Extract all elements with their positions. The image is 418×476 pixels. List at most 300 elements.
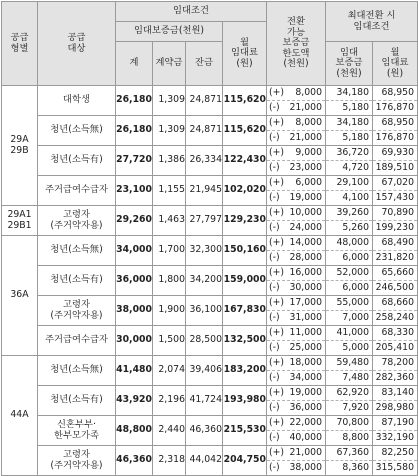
rental-conditions-table bbox=[1, 1, 418, 476]
max-deposit-cell-minus bbox=[326, 400, 372, 415]
sign-plus: (+) bbox=[269, 326, 285, 338]
conversion-limit-cell-plus-value: 8,000 bbox=[295, 116, 322, 128]
max-rent-cell-plus bbox=[373, 386, 417, 400]
max-deposit-cell-plus-value: 52,000 bbox=[336, 266, 369, 278]
conversion-limit-cell-plus-value: 17,000 bbox=[289, 296, 322, 308]
max-rent-cell-minus bbox=[373, 310, 417, 325]
max-deposit-cell bbox=[326, 206, 373, 236]
header-max-conversion-label: 최대전환 시 임대조건 bbox=[347, 10, 396, 32]
max-rent-cell-minus bbox=[373, 280, 417, 295]
sign-minus: (-) bbox=[269, 191, 280, 203]
sign-plus: (+) bbox=[269, 266, 285, 278]
supply-target-cell bbox=[38, 446, 116, 476]
supply-type-label: 29A 29B bbox=[10, 134, 29, 156]
supply-target-label: 청년(소득有) bbox=[50, 394, 103, 406]
conversion-limit-cell bbox=[267, 356, 326, 386]
max-deposit-cell-minus bbox=[326, 250, 372, 265]
supply-target-label: 대학생 bbox=[63, 94, 90, 106]
max-rent-cell-plus bbox=[373, 86, 417, 100]
deposit-total-cell: 48,800 bbox=[116, 416, 153, 446]
max-deposit-cell-plus bbox=[326, 116, 372, 130]
monthly-rent-cell: 102,020 bbox=[223, 176, 267, 206]
deposit-contract-cell: 2,074 bbox=[153, 356, 186, 386]
header-monthly-rent-label: 월 임대료 (원) bbox=[231, 36, 258, 69]
table-row bbox=[2, 356, 418, 386]
max-rent-cell-minus bbox=[373, 340, 417, 355]
max-rent-cell-plus-value: 69,930 bbox=[381, 146, 415, 158]
max-deposit-cell bbox=[326, 326, 373, 356]
max-deposit-cell-plus bbox=[326, 386, 372, 400]
conversion-limit-cell-minus bbox=[267, 100, 325, 115]
max-deposit-cell-plus-value: 70,800 bbox=[336, 416, 369, 428]
max-deposit-cell-plus bbox=[326, 86, 372, 100]
max-deposit-cell bbox=[326, 116, 373, 146]
conversion-limit-cell bbox=[267, 236, 326, 266]
max-rent-cell-plus bbox=[373, 146, 417, 160]
deposit-total-cell: 27,720 bbox=[116, 146, 153, 176]
max-deposit-cell-plus-value: 67,360 bbox=[336, 446, 369, 458]
deposit-balance-cell: 28,500 bbox=[186, 326, 223, 356]
max-deposit-cell bbox=[326, 176, 373, 206]
conversion-limit-cell-minus bbox=[267, 430, 325, 445]
supply-target-cell bbox=[38, 266, 116, 296]
max-deposit-cell-plus bbox=[326, 356, 372, 370]
deposit-contract-cell: 1,309 bbox=[153, 116, 186, 146]
conversion-limit-cell-minus bbox=[267, 310, 325, 325]
conversion-limit-cell-plus bbox=[267, 266, 325, 280]
header-conversion-limit-label: 전환 가능 보증금 한도액 (천원) bbox=[282, 16, 310, 70]
max-rent-cell-plus-value: 65,660 bbox=[381, 266, 415, 278]
conversion-limit-cell-minus bbox=[267, 370, 325, 385]
conversion-limit-cell-minus bbox=[267, 160, 325, 175]
supply-target-cell bbox=[38, 146, 116, 176]
header-max-conversion bbox=[326, 2, 418, 42]
deposit-total-cell: 30,000 bbox=[116, 326, 153, 356]
conversion-limit-cell-plus bbox=[267, 356, 325, 370]
deposit-total-cell: 34,000 bbox=[116, 236, 153, 266]
supply-target-label: 청년(소득無) bbox=[50, 364, 103, 376]
deposit-contract-cell: 1,463 bbox=[153, 206, 186, 236]
conversion-limit-cell-minus bbox=[267, 400, 325, 415]
header-supply-type bbox=[2, 2, 38, 86]
max-rent-cell-minus-value: 231,820 bbox=[375, 251, 415, 263]
supply-target-cell bbox=[38, 296, 116, 326]
conversion-limit-cell-plus bbox=[267, 116, 325, 130]
max-deposit-cell-plus bbox=[326, 326, 372, 340]
conversion-limit-cell bbox=[267, 176, 326, 206]
max-deposit-cell-minus-value: 7,000 bbox=[342, 311, 369, 323]
max-rent-cell-plus-value: 67,020 bbox=[381, 176, 415, 188]
supply-type-cell bbox=[2, 356, 38, 476]
max-rent-cell-minus-value: 176,870 bbox=[375, 131, 415, 143]
conversion-limit-cell-plus-value: 22,000 bbox=[289, 416, 322, 428]
max-rent-cell bbox=[373, 176, 418, 206]
deposit-balance-cell: 36,100 bbox=[186, 296, 223, 326]
max-rent-cell-minus-value: 189,510 bbox=[375, 161, 415, 173]
max-deposit-cell-minus bbox=[326, 310, 372, 325]
header-supply-target-label: 공급 대상 bbox=[67, 32, 86, 54]
deposit-total-cell: 46,360 bbox=[116, 446, 153, 476]
header-rent-conditions: 임대조건 bbox=[116, 2, 267, 22]
max-rent-cell-plus-value: 78,200 bbox=[381, 356, 415, 368]
deposit-balance-cell: 32,300 bbox=[186, 236, 223, 266]
deposit-contract-cell: 1,309 bbox=[153, 86, 186, 116]
max-deposit-cell-plus bbox=[326, 146, 372, 160]
header-contract: 계약금 bbox=[153, 42, 186, 86]
supply-target-cell bbox=[38, 116, 116, 146]
max-rent-cell-minus bbox=[373, 250, 417, 265]
conversion-limit-cell-plus bbox=[267, 446, 325, 460]
conversion-limit-cell bbox=[267, 446, 326, 476]
deposit-total-cell: 29,260 bbox=[116, 206, 153, 236]
max-deposit-cell-plus bbox=[326, 416, 372, 430]
conversion-limit-cell-plus bbox=[267, 236, 325, 250]
supply-type-cell bbox=[2, 236, 38, 356]
supply-target-label: 청년(소득無) bbox=[50, 244, 103, 256]
conversion-limit-cell-minus-value: 19,000 bbox=[289, 191, 322, 203]
sign-minus: (-) bbox=[269, 161, 280, 173]
max-deposit-cell-minus-value: 4,720 bbox=[342, 161, 369, 173]
max-deposit-cell-minus bbox=[326, 100, 372, 115]
max-deposit-cell-minus bbox=[326, 220, 372, 235]
max-rent-cell bbox=[373, 236, 418, 266]
header-max-rent-label: 월 임대료 (원) bbox=[381, 46, 409, 79]
max-deposit-cell-minus bbox=[326, 370, 372, 385]
max-deposit-cell-minus-value: 5,180 bbox=[342, 101, 369, 113]
conversion-limit-cell bbox=[267, 296, 326, 326]
deposit-total-cell: 38,000 bbox=[116, 296, 153, 326]
conversion-limit-cell-minus-value: 24,000 bbox=[289, 221, 322, 233]
conversion-limit-cell bbox=[267, 266, 326, 296]
max-rent-cell-minus bbox=[373, 130, 417, 145]
conversion-limit-cell-plus bbox=[267, 176, 325, 190]
sign-minus: (-) bbox=[269, 281, 280, 293]
sign-plus: (+) bbox=[269, 146, 285, 158]
max-deposit-cell-plus-value: 34,180 bbox=[336, 86, 369, 98]
monthly-rent-cell: 183,200 bbox=[223, 356, 267, 386]
max-deposit-cell-minus bbox=[326, 430, 372, 445]
supply-type-label: 29A1 29B1 bbox=[7, 209, 32, 231]
conversion-limit-cell-plus-value: 19,000 bbox=[289, 386, 322, 398]
conversion-limit-cell-minus-value: 30,000 bbox=[289, 281, 322, 293]
conversion-limit-cell-minus bbox=[267, 190, 325, 205]
conversion-limit-cell-minus bbox=[267, 220, 325, 235]
max-deposit-cell bbox=[326, 296, 373, 326]
deposit-contract-cell: 2,440 bbox=[153, 416, 186, 446]
max-deposit-cell-minus bbox=[326, 280, 372, 295]
conversion-limit-cell-plus-value: 11,000 bbox=[289, 326, 322, 338]
conversion-limit-cell-plus bbox=[267, 386, 325, 400]
max-deposit-cell-plus bbox=[326, 236, 372, 250]
max-deposit-cell bbox=[326, 416, 373, 446]
max-rent-cell-minus-value: 298,980 bbox=[375, 401, 415, 413]
max-rent-cell-minus bbox=[373, 220, 417, 235]
conversion-limit-cell-plus bbox=[267, 326, 325, 340]
sign-plus: (+) bbox=[269, 206, 285, 218]
conversion-limit-cell-plus-value: 18,000 bbox=[289, 356, 322, 368]
sign-minus: (-) bbox=[269, 431, 280, 443]
max-deposit-cell-plus bbox=[326, 296, 372, 310]
max-rent-cell-plus-value: 68,490 bbox=[381, 236, 415, 248]
deposit-balance-cell: 26,334 bbox=[186, 146, 223, 176]
deposit-contract-cell: 1,386 bbox=[153, 146, 186, 176]
header-supply-target bbox=[38, 2, 116, 86]
max-rent-cell-minus-value: 157,430 bbox=[375, 191, 415, 203]
conversion-limit-cell-plus-value: 16,000 bbox=[289, 266, 322, 278]
sign-minus: (-) bbox=[269, 311, 280, 323]
header-max-deposit bbox=[326, 42, 373, 86]
conversion-limit-cell bbox=[267, 146, 326, 176]
max-deposit-cell-plus-value: 62,920 bbox=[336, 386, 369, 398]
max-rent-cell bbox=[373, 386, 418, 416]
header-conversion-limit bbox=[267, 2, 326, 86]
max-rent-cell bbox=[373, 446, 418, 476]
max-deposit-cell-plus-value: 36,720 bbox=[336, 146, 369, 158]
deposit-contract-cell: 1,155 bbox=[153, 176, 186, 206]
rental-conditions-table-container bbox=[1, 1, 417, 473]
supply-target-cell bbox=[38, 236, 116, 266]
supply-type-cell bbox=[2, 86, 38, 206]
max-rent-cell-minus-value: 176,870 bbox=[375, 101, 415, 113]
supply-target-cell bbox=[38, 326, 116, 356]
monthly-rent-cell: 122,430 bbox=[223, 146, 267, 176]
monthly-rent-cell: 193,980 bbox=[223, 386, 267, 416]
table-body bbox=[2, 86, 418, 476]
conversion-limit-cell bbox=[267, 326, 326, 356]
conversion-limit-cell-plus bbox=[267, 206, 325, 220]
table-row bbox=[2, 86, 418, 116]
max-deposit-cell-minus-value: 6,000 bbox=[342, 251, 369, 263]
max-rent-cell-plus bbox=[373, 446, 417, 460]
monthly-rent-cell: 215,530 bbox=[223, 416, 267, 446]
deposit-contract-cell: 1,700 bbox=[153, 236, 186, 266]
max-deposit-cell bbox=[326, 236, 373, 266]
max-deposit-cell-minus bbox=[326, 160, 372, 175]
supply-target-label: 고령자 (주거약자용) bbox=[50, 209, 103, 231]
conversion-limit-cell-minus-value: 36,000 bbox=[289, 401, 322, 413]
supply-target-cell bbox=[38, 356, 116, 386]
deposit-total-cell: 26,180 bbox=[116, 86, 153, 116]
conversion-limit-cell-minus-value: 31,000 bbox=[289, 311, 322, 323]
sign-minus: (-) bbox=[269, 341, 280, 353]
conversion-limit-cell-plus bbox=[267, 416, 325, 430]
supply-target-label: 청년(소득無) bbox=[50, 124, 103, 136]
conversion-limit-cell-minus bbox=[267, 130, 325, 145]
conversion-limit-cell-minus bbox=[267, 340, 325, 355]
conversion-limit-cell-plus-value: 9,000 bbox=[295, 146, 322, 158]
conversion-limit-cell-plus-value: 8,000 bbox=[295, 86, 322, 98]
conversion-limit-cell bbox=[267, 206, 326, 236]
sign-plus: (+) bbox=[269, 296, 285, 308]
max-rent-cell bbox=[373, 146, 418, 176]
supply-target-cell bbox=[38, 206, 116, 236]
conversion-limit-cell-minus-value: 21,000 bbox=[289, 131, 322, 143]
header-balance: 잔금 bbox=[186, 42, 223, 86]
deposit-contract-cell: 1,800 bbox=[153, 266, 186, 296]
table-row bbox=[2, 146, 418, 176]
deposit-total-cell: 36,000 bbox=[116, 266, 153, 296]
max-rent-cell-minus bbox=[373, 430, 417, 445]
max-deposit-cell-minus bbox=[326, 190, 372, 205]
max-deposit-cell-minus-value: 7,480 bbox=[342, 371, 369, 383]
max-rent-cell bbox=[373, 326, 418, 356]
conversion-limit-cell-plus-value: 10,000 bbox=[289, 206, 322, 218]
max-deposit-cell bbox=[326, 146, 373, 176]
deposit-total-cell: 26,180 bbox=[116, 116, 153, 146]
conversion-limit-cell-plus-value: 6,000 bbox=[295, 176, 322, 188]
max-rent-cell-minus-value: 246,500 bbox=[375, 281, 415, 293]
conversion-limit-cell-plus-value: 21,000 bbox=[289, 446, 322, 458]
supply-target-label: 주거급여수급자 bbox=[45, 184, 108, 196]
max-rent-cell-plus-value: 70,890 bbox=[381, 206, 415, 218]
conversion-limit-cell bbox=[267, 116, 326, 146]
max-rent-cell-minus bbox=[373, 160, 417, 175]
conversion-limit-cell-minus-value: 40,000 bbox=[289, 431, 322, 443]
max-deposit-cell-minus-value: 5,260 bbox=[342, 221, 369, 233]
max-rent-cell bbox=[373, 296, 418, 326]
conversion-limit-cell bbox=[267, 416, 326, 446]
max-rent-cell-plus bbox=[373, 116, 417, 130]
max-rent-cell-plus-value: 87,190 bbox=[381, 416, 415, 428]
table-row bbox=[2, 296, 418, 326]
max-deposit-cell-plus-value: 41,000 bbox=[336, 326, 369, 338]
monthly-rent-cell: 132,500 bbox=[223, 326, 267, 356]
max-rent-cell bbox=[373, 266, 418, 296]
max-rent-cell-plus bbox=[373, 326, 417, 340]
max-rent-cell-plus-value: 68,660 bbox=[381, 296, 415, 308]
max-deposit-cell-minus-value: 5,000 bbox=[342, 341, 369, 353]
deposit-balance-cell: 39,406 bbox=[186, 356, 223, 386]
deposit-balance-cell: 24,871 bbox=[186, 86, 223, 116]
max-deposit-cell bbox=[326, 446, 373, 476]
sign-plus: (+) bbox=[269, 356, 285, 368]
conversion-limit-cell-plus bbox=[267, 296, 325, 310]
max-rent-cell bbox=[373, 356, 418, 386]
sign-plus: (+) bbox=[269, 176, 285, 188]
supply-target-label: 신혼부부· 한부모가족 bbox=[54, 419, 99, 441]
supply-type-cell bbox=[2, 206, 38, 236]
max-deposit-cell-plus-value: 29,100 bbox=[336, 176, 369, 188]
supply-target-label: 청년(소득有) bbox=[50, 274, 103, 286]
conversion-limit-cell-minus bbox=[267, 280, 325, 295]
supply-target-label: 청년(소득有) bbox=[50, 154, 103, 166]
header-supply-type-label: 공급 형별 bbox=[10, 32, 29, 54]
table-row bbox=[2, 326, 418, 356]
conversion-limit-cell-minus-value: 25,000 bbox=[289, 341, 322, 353]
conversion-limit-cell-plus-value: 14,000 bbox=[289, 236, 322, 248]
max-deposit-cell-minus-value: 6,000 bbox=[342, 281, 369, 293]
sign-minus: (-) bbox=[269, 221, 280, 233]
max-rent-cell-plus bbox=[373, 296, 417, 310]
monthly-rent-cell: 115,620 bbox=[223, 116, 267, 146]
supply-target-label: 고령자 (주거약자용) bbox=[50, 299, 103, 321]
monthly-rent-cell: 204,750 bbox=[223, 446, 267, 476]
conversion-limit-cell-minus-value: 38,000 bbox=[289, 461, 322, 473]
conversion-limit-cell bbox=[267, 86, 326, 116]
conversion-limit-cell-minus-value: 28,000 bbox=[289, 251, 322, 263]
header-max-rent bbox=[373, 42, 418, 86]
supply-target-label: 주거급여수급자 bbox=[45, 334, 108, 346]
max-deposit-cell-plus-value: 59,480 bbox=[336, 356, 369, 368]
max-rent-cell-plus bbox=[373, 356, 417, 370]
max-rent-cell-plus-value: 68,330 bbox=[381, 326, 415, 338]
max-rent-cell-plus-value: 82,250 bbox=[381, 446, 415, 458]
conversion-limit-cell-plus bbox=[267, 86, 325, 100]
max-rent-cell-minus bbox=[373, 400, 417, 415]
max-deposit-cell-minus-value: 8,360 bbox=[342, 461, 369, 473]
sign-plus: (+) bbox=[269, 116, 285, 128]
max-rent-cell-plus bbox=[373, 176, 417, 190]
monthly-rent-cell: 129,230 bbox=[223, 206, 267, 236]
table-row bbox=[2, 206, 418, 236]
monthly-rent-cell: 159,000 bbox=[223, 266, 267, 296]
deposit-balance-cell: 44,042 bbox=[186, 446, 223, 476]
header-monthly-rent bbox=[223, 22, 267, 86]
sign-minus: (-) bbox=[269, 401, 280, 413]
sign-plus: (+) bbox=[269, 446, 285, 458]
deposit-contract-cell: 1,900 bbox=[153, 296, 186, 326]
sign-minus: (-) bbox=[269, 461, 280, 473]
sign-plus: (+) bbox=[269, 236, 285, 248]
max-deposit-cell-plus-value: 39,260 bbox=[336, 206, 369, 218]
max-rent-cell-plus-value: 83,140 bbox=[381, 386, 415, 398]
max-rent-cell-minus-value: 258,240 bbox=[375, 311, 415, 323]
max-deposit-cell-minus-value: 7,920 bbox=[342, 401, 369, 413]
sign-plus: (+) bbox=[269, 86, 285, 98]
max-deposit-cell-minus bbox=[326, 340, 372, 355]
conversion-limit-cell-minus-value: 34,000 bbox=[289, 371, 322, 383]
table-row bbox=[2, 386, 418, 416]
table-row bbox=[2, 446, 418, 476]
sign-minus: (-) bbox=[269, 371, 280, 383]
conversion-limit-cell-minus bbox=[267, 250, 325, 265]
max-rent-cell-minus bbox=[373, 370, 417, 385]
deposit-balance-cell: 27,797 bbox=[186, 206, 223, 236]
supply-target-cell bbox=[38, 176, 116, 206]
deposit-balance-cell: 46,360 bbox=[186, 416, 223, 446]
monthly-rent-cell: 167,830 bbox=[223, 296, 267, 326]
conversion-limit-cell-minus-value: 21,000 bbox=[289, 101, 322, 113]
table-row bbox=[2, 416, 418, 446]
max-deposit-cell bbox=[326, 86, 373, 116]
deposit-total-cell: 43,920 bbox=[116, 386, 153, 416]
sign-minus: (-) bbox=[269, 101, 280, 113]
max-rent-cell-plus bbox=[373, 206, 417, 220]
sign-minus: (-) bbox=[269, 251, 280, 263]
max-rent-cell-plus bbox=[373, 266, 417, 280]
max-rent-cell-minus-value: 315,580 bbox=[375, 461, 415, 473]
conversion-limit-cell-plus bbox=[267, 146, 325, 160]
max-deposit-cell-plus bbox=[326, 206, 372, 220]
conversion-limit-cell-minus-value: 23,000 bbox=[289, 161, 322, 173]
max-rent-cell-minus bbox=[373, 100, 417, 115]
deposit-contract-cell: 1,500 bbox=[153, 326, 186, 356]
max-deposit-cell-minus-value: 5,180 bbox=[342, 131, 369, 143]
table-row bbox=[2, 116, 418, 146]
max-deposit-cell-minus bbox=[326, 130, 372, 145]
table-row bbox=[2, 176, 418, 206]
supply-target-label: 고령자 (주거약자용) bbox=[50, 449, 103, 471]
sign-minus: (-) bbox=[269, 131, 280, 143]
supply-type-label: 44A bbox=[10, 409, 29, 421]
table-row bbox=[2, 236, 418, 266]
deposit-contract-cell: 2,318 bbox=[153, 446, 186, 476]
max-deposit-cell-plus bbox=[326, 266, 372, 280]
max-deposit-cell bbox=[326, 356, 373, 386]
deposit-balance-cell: 34,200 bbox=[186, 266, 223, 296]
max-rent-cell-minus-value: 199,230 bbox=[375, 221, 415, 233]
max-deposit-cell-plus bbox=[326, 446, 372, 460]
